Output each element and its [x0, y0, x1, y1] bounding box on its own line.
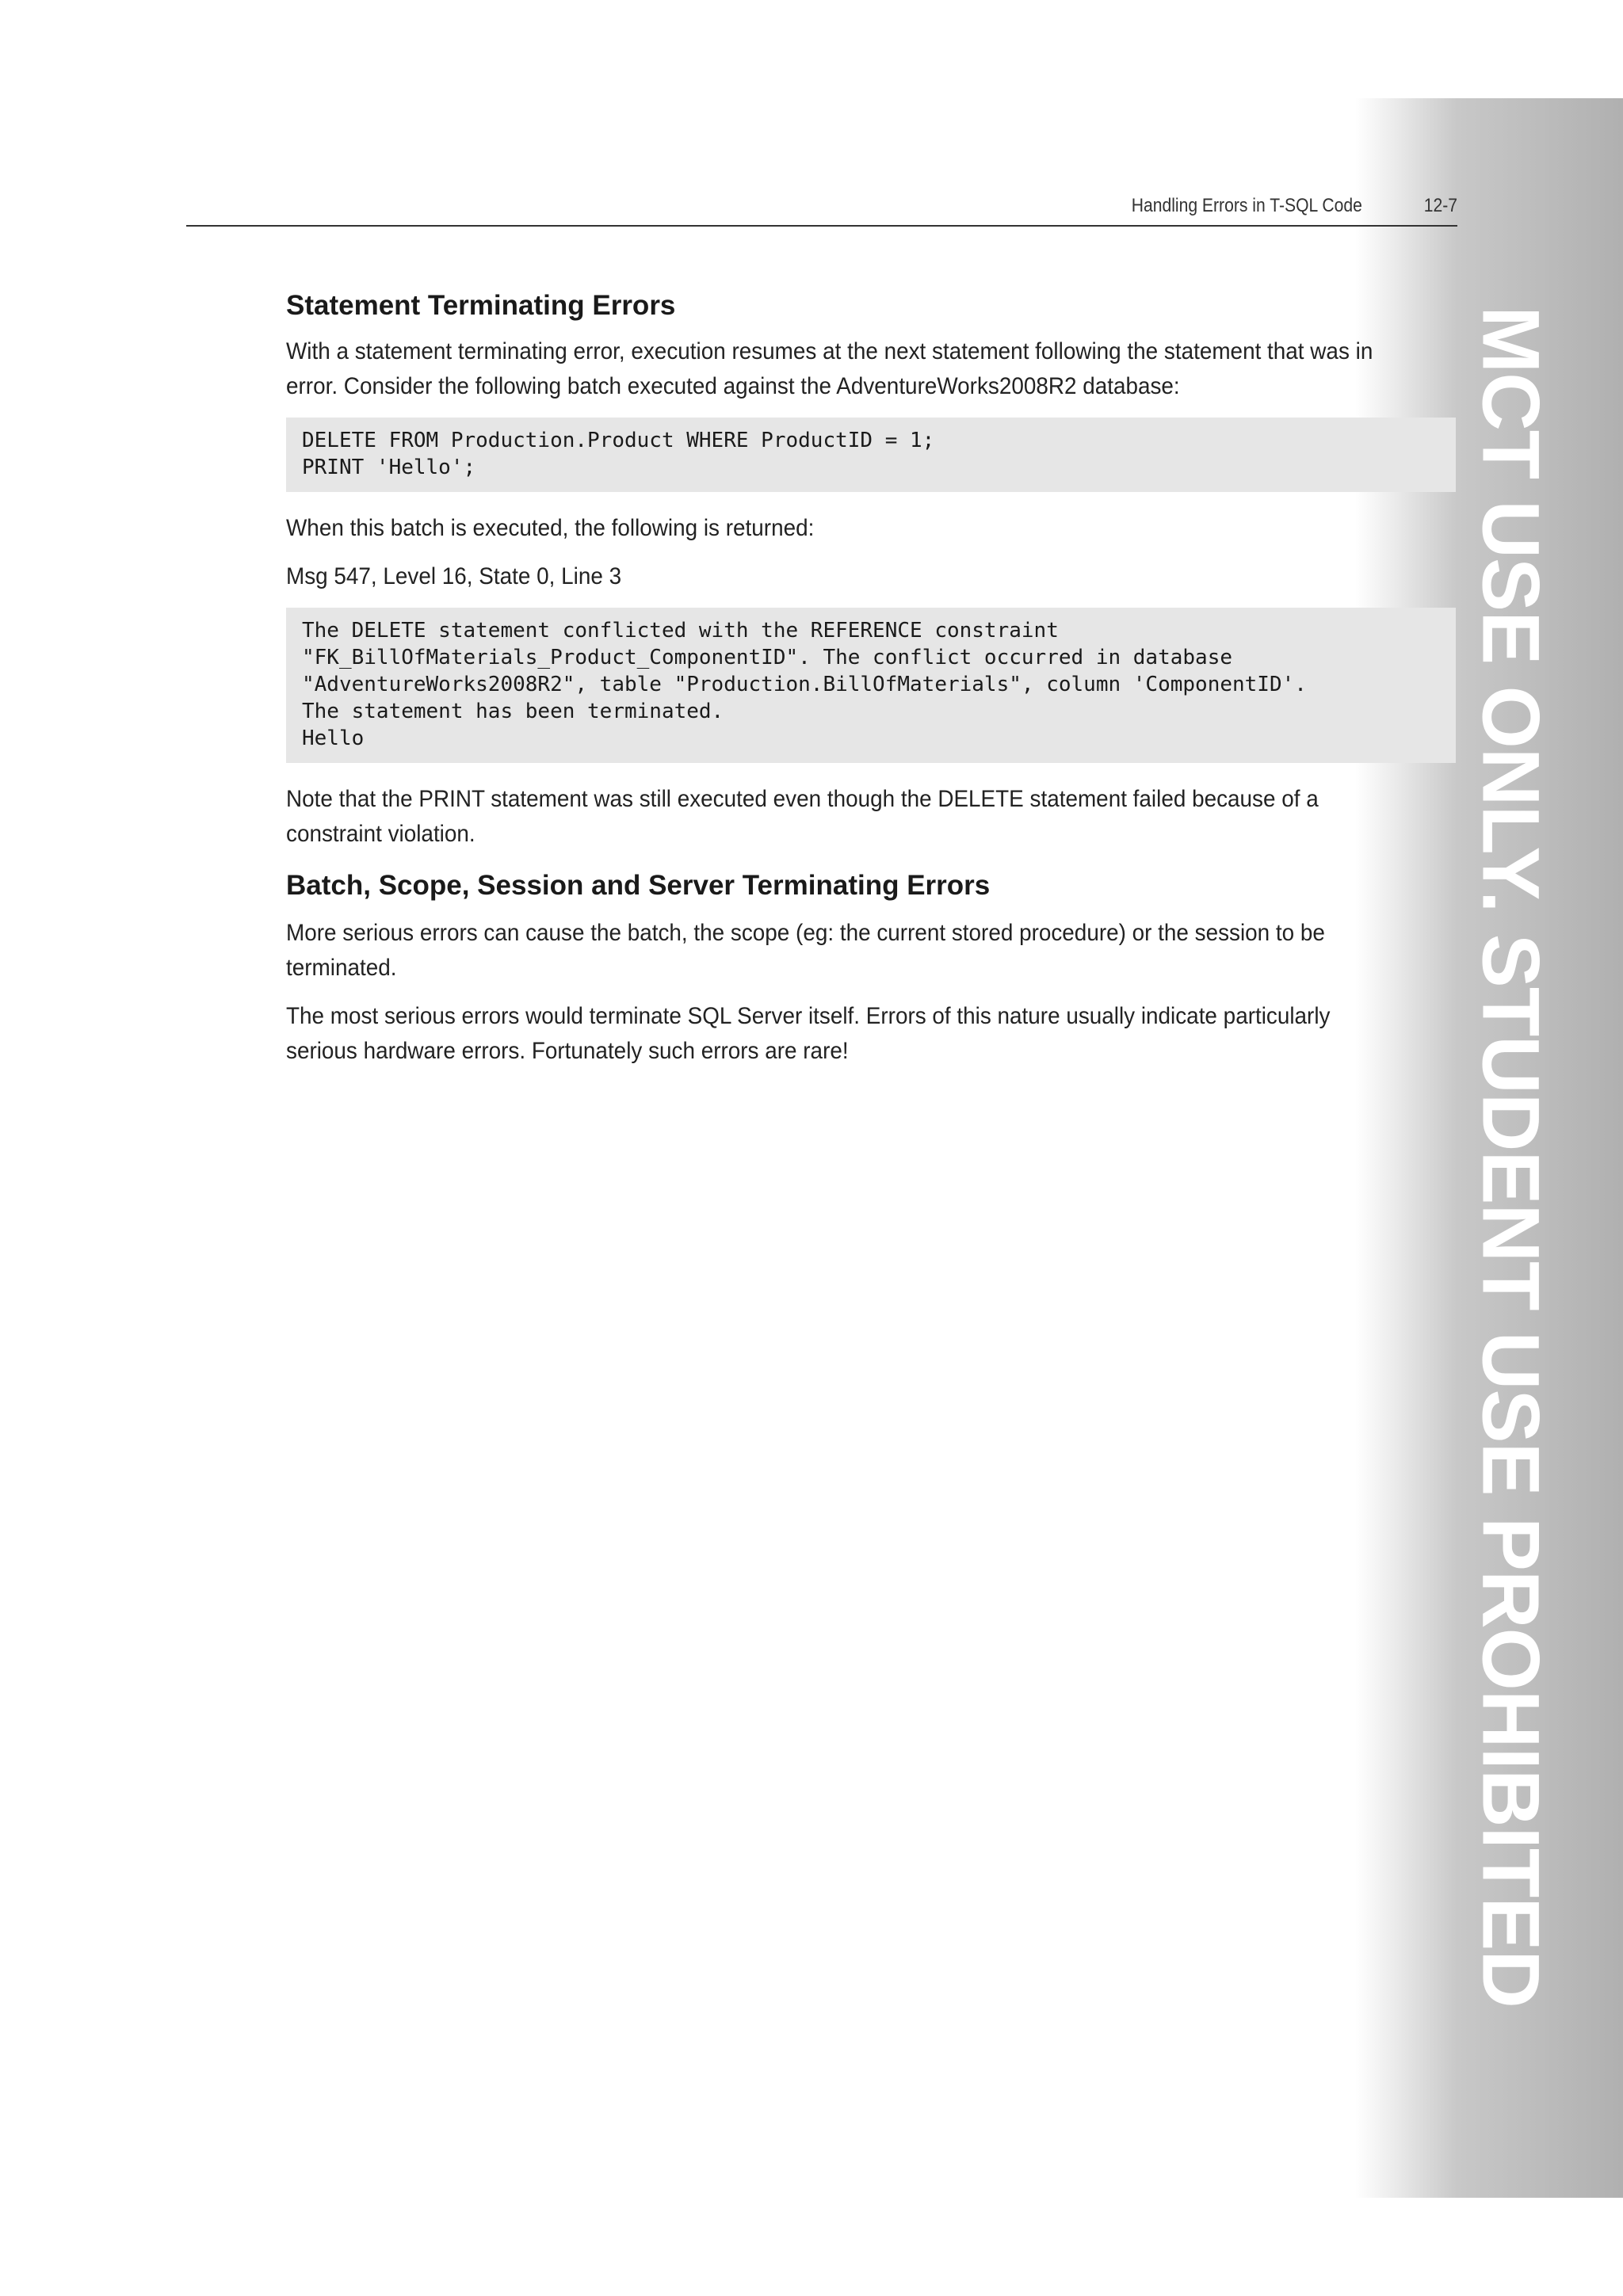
section-heading-statement-terminating-errors: Statement Terminating Errors — [286, 290, 676, 321]
returned-paragraph: When this batch is executed, the following is returned: — [286, 515, 815, 541]
page-number: 12-7 — [1423, 195, 1457, 216]
serious-errors-paragraph: More serious errors can cause the batch, the scope (eg: the current stored procedure) or the session to be terminated. — [286, 920, 1325, 981]
intro-paragraph: With a statement terminating error, execution resumes at the next statement following the statement that was in error. Consider the following batch executed against the AdventureWorks2008R2 database: — [286, 338, 1373, 399]
code-block-output: The DELETE statement conflicted with the REFERENCE constraint "FK_BillOfMaterials_Product_ComponentID". The conflict occurred in database "AdventureWorks2008R2", table "Production.BillOfMaterials", column 'ComponentID'. The statement has been terminated. Hello — [286, 608, 1456, 763]
section-heading-batch-scope-session-errors: Batch, Scope, Session and Server Terminating Errors — [286, 870, 991, 901]
running-header-title: Handling Errors in T-SQL Code — [1131, 195, 1362, 216]
page-header — [186, 193, 1457, 227]
note-paragraph: Note that the PRINT statement was still executed even though the DELETE statement failed because of a constraint violation. — [286, 786, 1319, 847]
watermark-text: MCT USE ONLY. STUDENT USE PROHIBITED — [1465, 306, 1556, 2008]
message-line: Msg 547, Level 16, State 0, Line 3 — [286, 563, 622, 589]
server-errors-paragraph: The most serious errors would terminate SQL Server itself. Errors of this nature usually indicate particularly serious hardware errors. Fortunately such errors are rare! — [286, 1003, 1331, 1064]
code-block-batch: DELETE FROM Production.Product WHERE ProductID = 1; PRINT 'Hello'; — [286, 418, 1456, 492]
page-content — [286, 285, 1456, 1082]
